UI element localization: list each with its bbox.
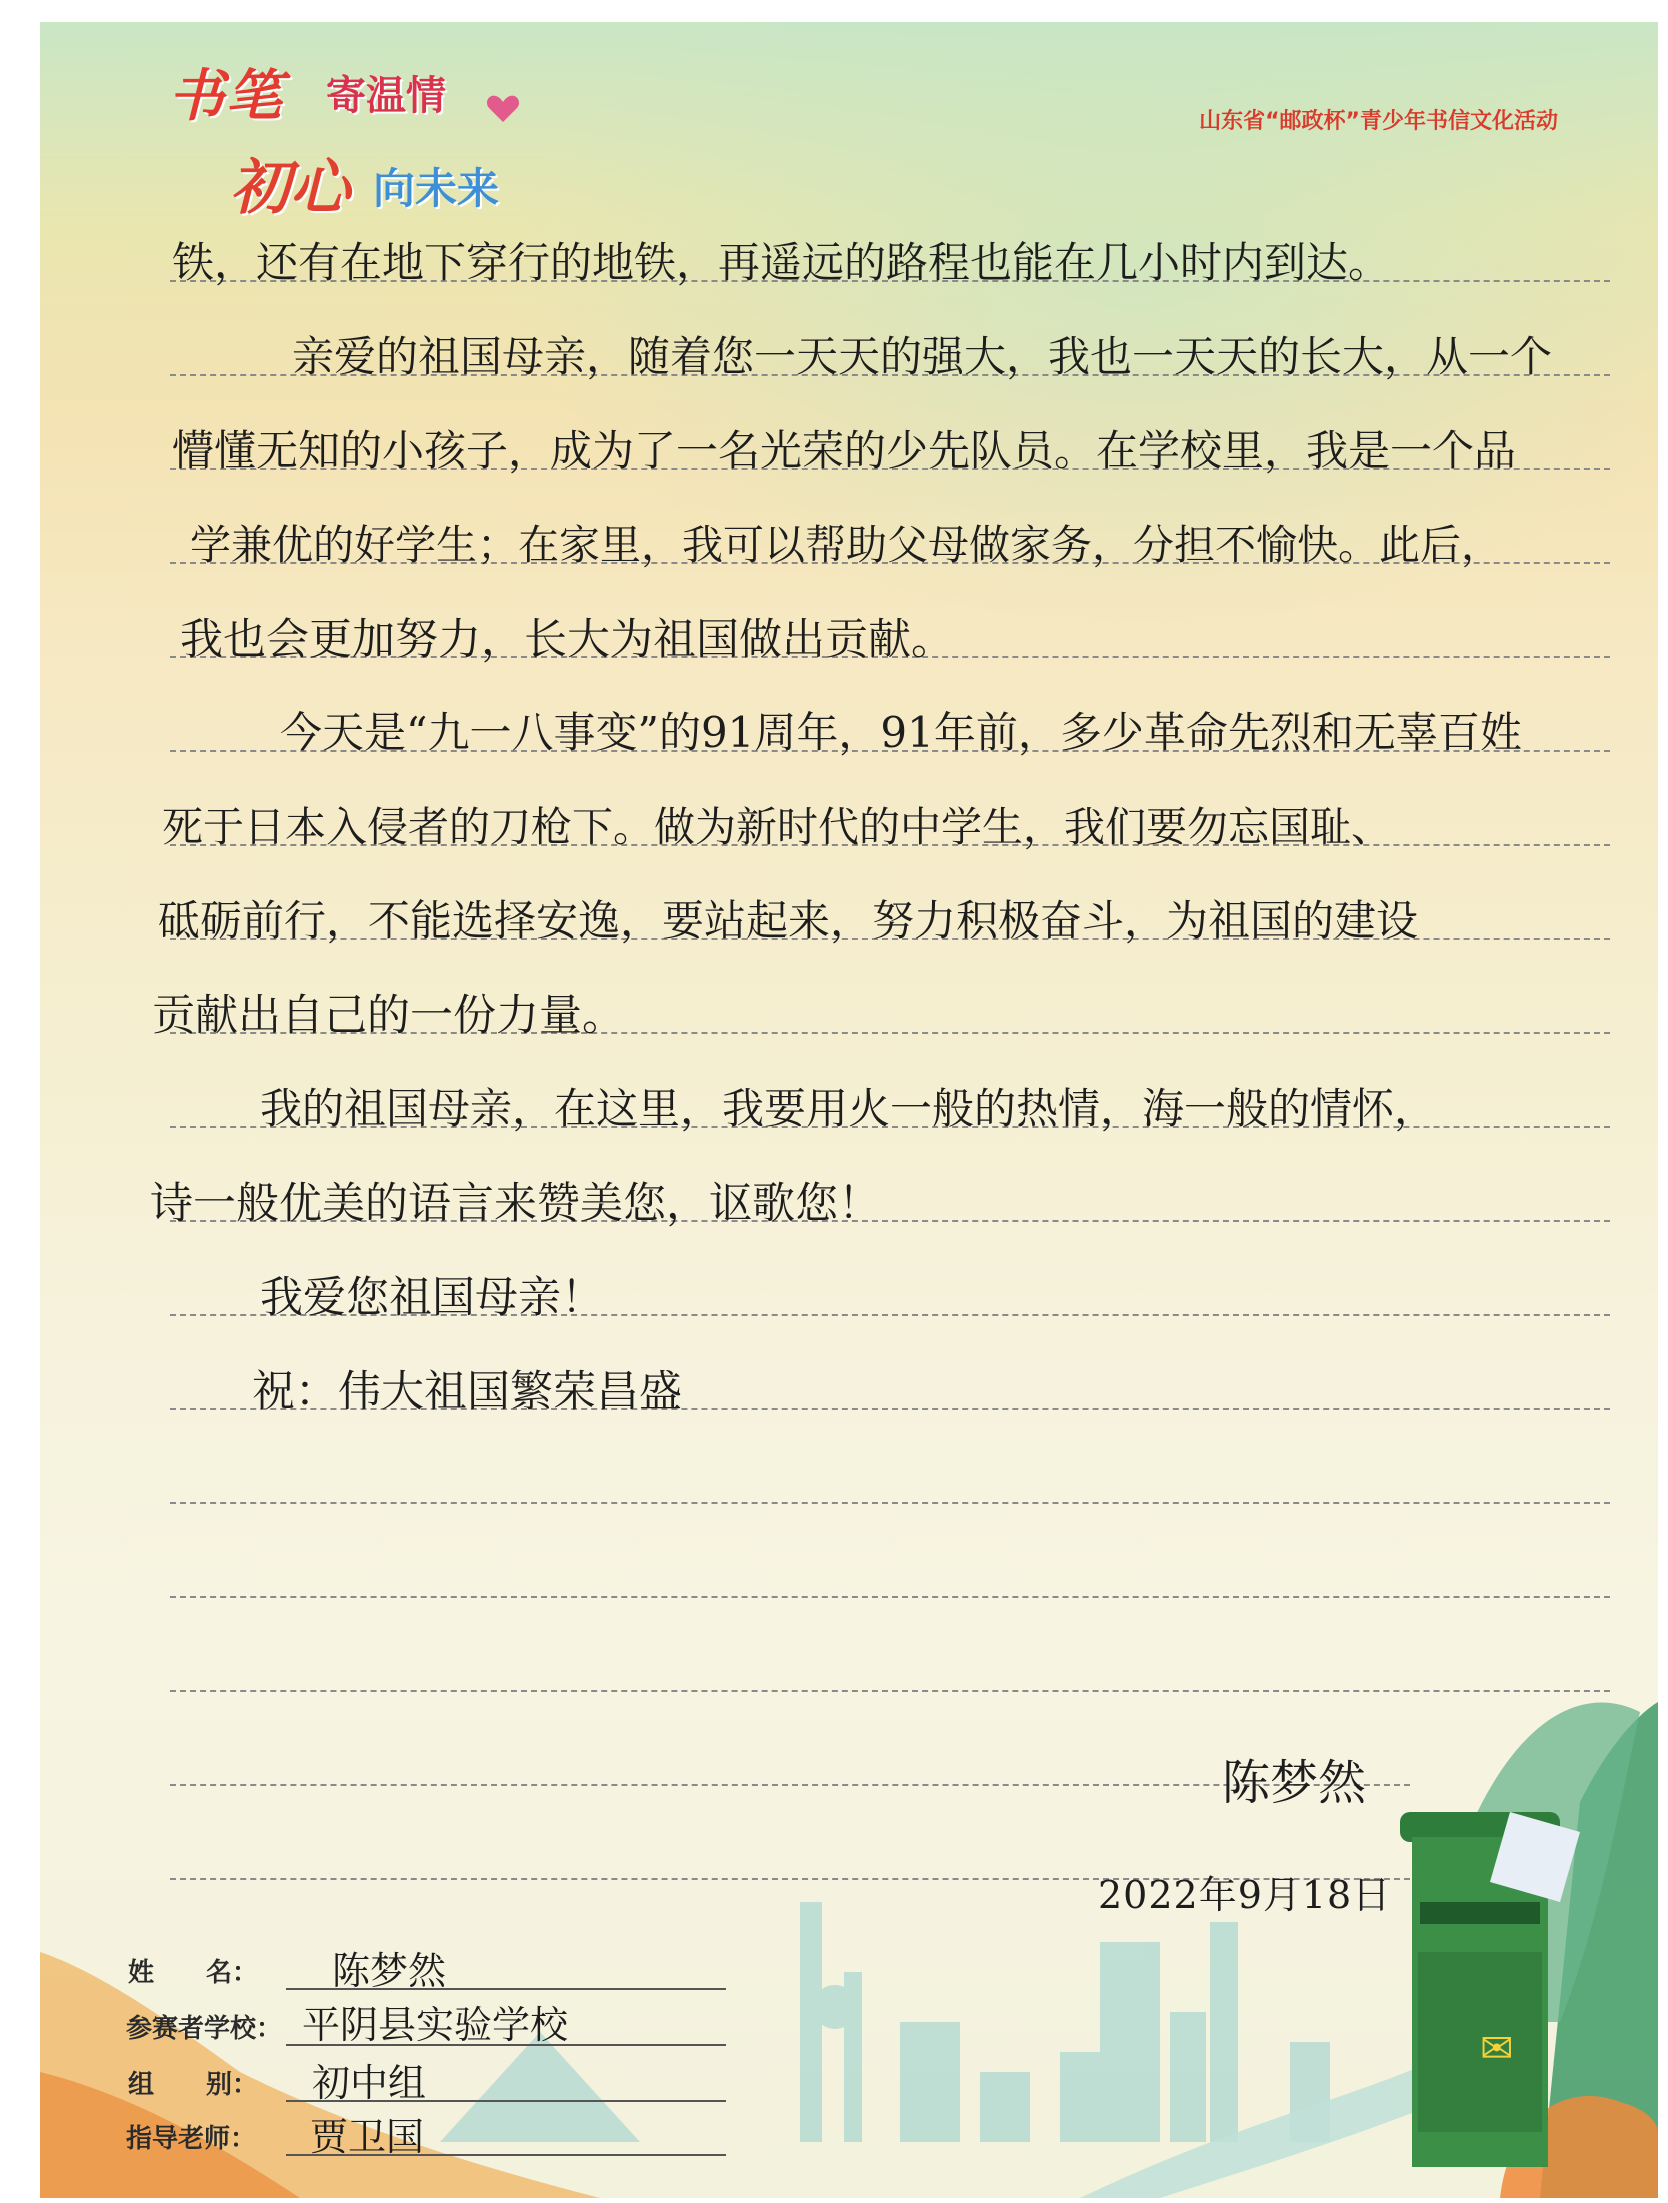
- letter-line: 贡献出自己的一份力量。: [152, 991, 625, 1041]
- name-label: 姓 名：: [128, 1958, 259, 1988]
- logo-title-line2: 初心: [230, 153, 350, 223]
- ruled-line: [170, 1596, 1610, 1598]
- letter-line: 今天是“九一八事变”的91周年，91年前，多少革命先烈和无辜百姓: [280, 708, 1522, 757]
- logo-subtitle-line2: 向未来: [373, 164, 500, 213]
- letter-line: 我的祖国母亲，在这里，我要用火一般的热情，海一般的情怀，: [260, 1084, 1437, 1133]
- teacher-label: 指导老师：: [126, 2124, 257, 2154]
- letter-line: 砥砺前行，不能选择安逸，要站起来，努力积极奋斗，为祖国的建设: [158, 896, 1419, 945]
- svg-text:✉: ✉: [1480, 2026, 1514, 2072]
- letter-line: 亲爱的祖国母亲，随着您一天天的强大，我也一天天的长大，从一个: [292, 332, 1553, 381]
- ruled-line: [170, 1690, 1610, 1692]
- letter-body: [40, 22, 1658, 2198]
- teacher-value: 贾卫国: [310, 2115, 425, 2159]
- letter-line: 我也会更加努力，长大为祖国做出贡献。: [180, 615, 954, 665]
- letter-line: 懵懂无知的小孩子，成为了一名光荣的少先队员。在学校里，我是一个品: [172, 426, 1517, 475]
- letter-line: 诗一般优美的语言来赞美您，讴歌您！: [150, 1179, 881, 1229]
- letter-line: 死于日本入侵者的刀枪下。做为新时代的中学生，我们要勿忘国耻、: [162, 803, 1392, 851]
- school-value: 平阴县实验学校: [302, 2003, 569, 2047]
- ruled-line: [170, 1502, 1610, 1504]
- event-title: 山东省“邮政杯”青少年书信文化活动: [1199, 109, 1558, 134]
- letter-line: 祝：伟大祖国繁荣昌盛: [252, 1367, 682, 1417]
- underline: [286, 2154, 726, 2156]
- signature-date: 2022年9月18日: [1098, 1873, 1392, 1917]
- group-label: 组 别：: [128, 2070, 259, 2100]
- letter-line: 学兼优的好学生；在家里，我可以帮助父母做家务，分担不愉快。此后，: [190, 521, 1502, 569]
- underline: [286, 2100, 726, 2102]
- school-label: 参赛者学校：: [126, 2014, 283, 2044]
- signature-name: 陈梦然: [1222, 1755, 1367, 1811]
- group-value: 初中组: [312, 2061, 427, 2105]
- logo-subtitle-line1: 寄温情: [326, 73, 446, 119]
- underline: [286, 1988, 726, 1990]
- logo-title-line1: 书笔: [168, 63, 284, 129]
- letter-paper: [40, 22, 1658, 2198]
- letter-line: 我爱您祖国母亲！: [260, 1273, 604, 1323]
- letter-line: 铁，还有在地下穿行的地铁，再遥远的路程也能在几小时内到达。: [172, 238, 1391, 287]
- underline: [286, 2044, 726, 2046]
- name-value: 陈梦然: [332, 1949, 447, 1993]
